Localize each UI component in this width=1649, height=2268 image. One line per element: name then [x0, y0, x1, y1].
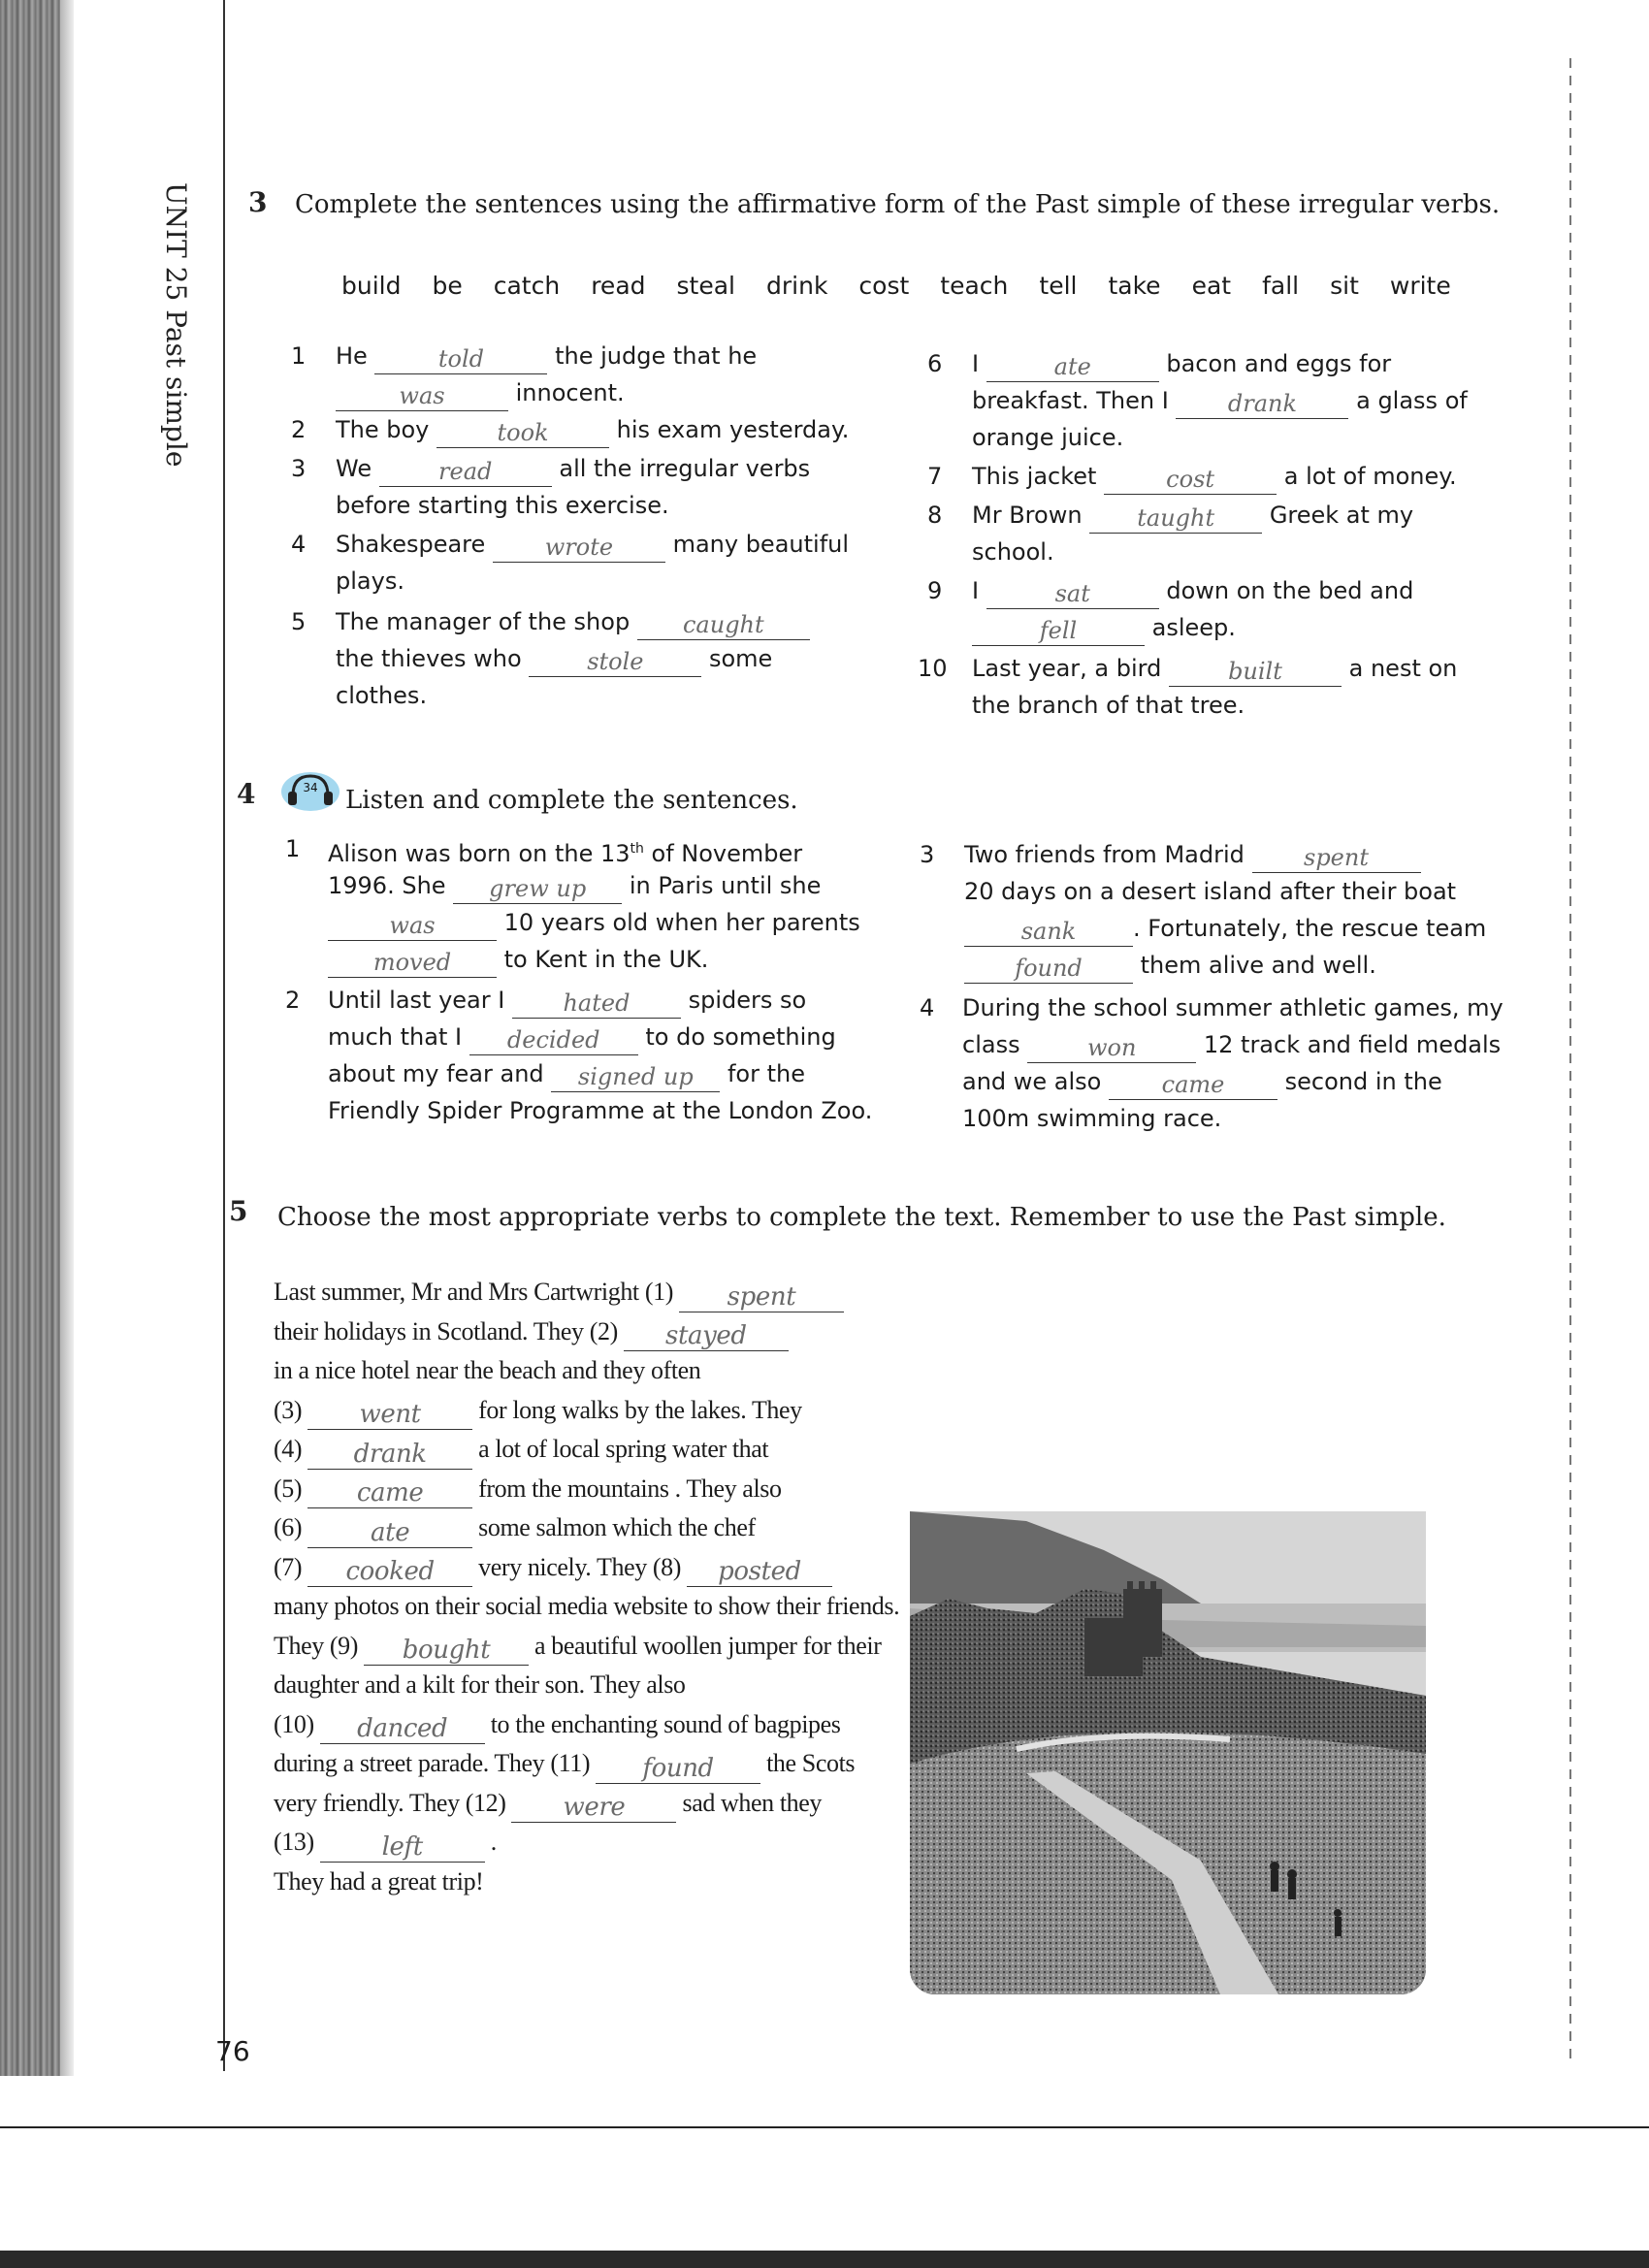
verb-bank-item: write: [1389, 272, 1451, 300]
ex4-sentence-3: 3 Two friends from Madrid spent 20 days on a desert island after their boat sank . Fortunately, the rescue team found them alive and well.: [920, 841, 1487, 982]
exercise-4-instruction: Listen and complete the sentences.: [345, 786, 798, 815]
ex5-text-line: (10) danced to the enchanting sound of bagpipes: [274, 1709, 841, 1743]
ex3-sentence-7: 7 This jacket cost a lot of money.: [927, 463, 1457, 493]
answer-blank[interactable]: hated: [512, 988, 681, 1019]
verb-bank-item: catch: [493, 272, 561, 300]
verb-bank: [341, 272, 1505, 300]
ex3-sentence-6: 6 I ate bacon and eggs for breakfast. Then I drank a glass of orange juice.: [927, 350, 1468, 451]
verb-bank-item: tell: [1039, 272, 1078, 300]
answer-blank[interactable]: signed up: [551, 1062, 720, 1092]
answer-blank[interactable]: went: [307, 1400, 472, 1430]
answer-blank[interactable]: caught: [637, 610, 810, 640]
ex4-sentence-1: 1 Alison was born on the 13th of November 1996. She grew up in Paris until she was 10 years old when her parents moved to Kent in the UK.: [285, 835, 860, 976]
ex3-sentence-10: 10 Last year, a bird built a nest on the branch of that tree.: [918, 655, 1458, 719]
answer-blank[interactable]: sat: [986, 579, 1159, 609]
verb-bank-item: steal: [676, 272, 735, 300]
answer-blank[interactable]: found: [596, 1754, 760, 1784]
answer-blank[interactable]: spent: [679, 1282, 844, 1312]
answer-blank[interactable]: ate: [307, 1518, 472, 1548]
exercise-5-instruction: Choose the most appropriate verbs to complete the text. Remember to use the Past simple.: [277, 1203, 1446, 1232]
verb-bank-item: be: [432, 272, 463, 300]
answer-blank[interactable]: bought: [364, 1636, 529, 1666]
ex3-sentence-1: 1 He told the judge that he was innocent.: [291, 342, 758, 409]
answer-blank[interactable]: read: [379, 457, 552, 487]
ex5-text-line: They had a great trip!: [274, 1866, 484, 1895]
answer-blank[interactable]: won: [1027, 1033, 1196, 1063]
ex5-text-line: (5) came from the mountains . They also: [274, 1474, 782, 1507]
ex5-text-line: Last summer, Mr and Mrs Cartwright (1) spent: [274, 1273, 914, 1312]
ex5-text-line: their holidays in Scotland. They (2) stayed: [274, 1312, 914, 1352]
exercise-3-number: 3: [248, 186, 268, 218]
ex5-text-line: very friendly. They (12) were sad when they: [274, 1788, 823, 1822]
ex5-text-line: in a nice hotel near the beach and they often: [274, 1356, 701, 1384]
unit-label: UNIT 25 Past simple: [160, 182, 192, 468]
answer-blank[interactable]: moved: [328, 948, 497, 978]
exercise-4-number: 4: [237, 778, 256, 810]
verb-bank-item: cost: [858, 272, 910, 300]
ex5-text-line: (3) went for long walks by the lakes. They: [274, 1395, 802, 1429]
answer-blank[interactable]: drank: [1176, 389, 1348, 419]
ex3-sentence-8: 8 Mr Brown taught Greek at my school.: [927, 502, 1414, 566]
answer-blank[interactable]: wrote: [493, 533, 665, 563]
page-number: 76: [215, 2035, 250, 2067]
answer-blank[interactable]: was: [336, 381, 508, 411]
scan-bottom-shadow: [0, 2251, 1649, 2268]
exercise-3-right-column: [918, 345, 1507, 728]
answer-blank[interactable]: sank: [964, 917, 1133, 947]
answer-blank[interactable]: found: [964, 954, 1133, 984]
ex3-sentence-3: 3 We read all the irregular verbs before starting this exercise.: [291, 455, 811, 519]
answer-blank[interactable]: spent: [1252, 843, 1421, 873]
answer-blank[interactable]: grew up: [453, 874, 622, 904]
answer-blank[interactable]: ate: [986, 352, 1159, 382]
answer-blank[interactable]: danced: [320, 1714, 485, 1744]
answer-blank[interactable]: stole: [529, 647, 701, 677]
exercise-5-number: 5: [229, 1195, 248, 1227]
answer-blank[interactable]: was: [328, 911, 497, 941]
answer-blank[interactable]: cost: [1104, 465, 1277, 495]
answer-blank[interactable]: decided: [469, 1025, 638, 1055]
ex5-text-line: (7) cooked very nicely. They (8) posted: [274, 1548, 914, 1588]
ex5-text-line: during a street parade. They (11) found the Scots: [274, 1749, 856, 1783]
scan-binding-shadow: [0, 0, 66, 2076]
answer-blank[interactable]: took: [436, 418, 609, 448]
ex5-text-line: many photos on their social media website to show their friends.: [274, 1592, 900, 1620]
verb-bank-item: eat: [1191, 272, 1232, 300]
verb-bank-item: fall: [1262, 272, 1300, 300]
ex5-text-line: (6) ate some salmon which the chef: [274, 1513, 756, 1547]
answer-blank[interactable]: taught: [1089, 503, 1262, 534]
verb-bank-item: sit: [1330, 272, 1359, 300]
ex5-text-line: daughter and a kilt for their son. They also: [274, 1670, 686, 1699]
answer-blank[interactable]: came: [1109, 1070, 1277, 1100]
answer-blank[interactable]: came: [307, 1478, 472, 1508]
audio-track-icon: [279, 766, 341, 813]
verb-bank-item: read: [591, 272, 646, 300]
ex3-sentence-2: 2 The boy took his exam yesterday.: [291, 416, 850, 446]
answer-blank[interactable]: posted: [687, 1557, 832, 1587]
exercise-5-text: [274, 1273, 914, 1901]
ex5-text-line: They (9) bought a beautiful woollen jumper for their: [274, 1631, 882, 1665]
ex3-sentence-4: 4 Shakespeare wrote many beautiful plays.: [291, 531, 850, 595]
answer-blank[interactable]: left: [320, 1832, 485, 1863]
scan-binding-edge: [60, 0, 74, 2076]
ex4-sentence-2: 2 Until last year I hated spiders so much that I decided to do something about my fear and signed up for the Friendly Spider Programme at the London Zoo.: [285, 987, 873, 1124]
ex5-text-line: (4) drank a lot of local spring water that: [274, 1435, 769, 1469]
verb-bank-item: teach: [940, 272, 1009, 300]
track-number: 34: [303, 781, 318, 794]
unit-sidebar: [136, 182, 194, 493]
page-bottom-edge: [0, 2126, 1649, 2128]
exercise-3-left-column: [291, 338, 892, 718]
right-edge-rule: [1569, 58, 1571, 2066]
ex4-sentence-4: 4 During the school summer athletic games, my class won 12 track and field medals and we also came second in the 100m swimming race.: [920, 994, 1504, 1132]
answer-blank[interactable]: built: [1169, 657, 1342, 687]
answer-blank[interactable]: drank: [307, 1440, 472, 1470]
castle-photo: [910, 1511, 1426, 1994]
margin-rule: [223, 0, 225, 2071]
ex5-text-line: (13) left .: [274, 1828, 497, 1862]
verb-bank-item: take: [1108, 272, 1161, 300]
answer-blank[interactable]: fell: [972, 616, 1145, 646]
verb-bank-item: drink: [766, 272, 828, 300]
verb-bank-item: build: [341, 272, 402, 300]
answer-blank[interactable]: cooked: [307, 1557, 472, 1587]
answer-blank[interactable]: stayed: [624, 1321, 789, 1351]
ex3-sentence-9: 9 I sat down on the bed and fell asleep.: [927, 577, 1414, 644]
ex3-sentence-5: 5 The manager of the shop caught the thieves who stole some clothes.: [291, 603, 892, 718]
answer-blank[interactable]: were: [511, 1793, 676, 1823]
exercise-3-instruction: Complete the sentences using the affirmative form of the Past simple of these irregular verbs.: [295, 190, 1501, 219]
answer-blank[interactable]: told: [374, 344, 547, 374]
